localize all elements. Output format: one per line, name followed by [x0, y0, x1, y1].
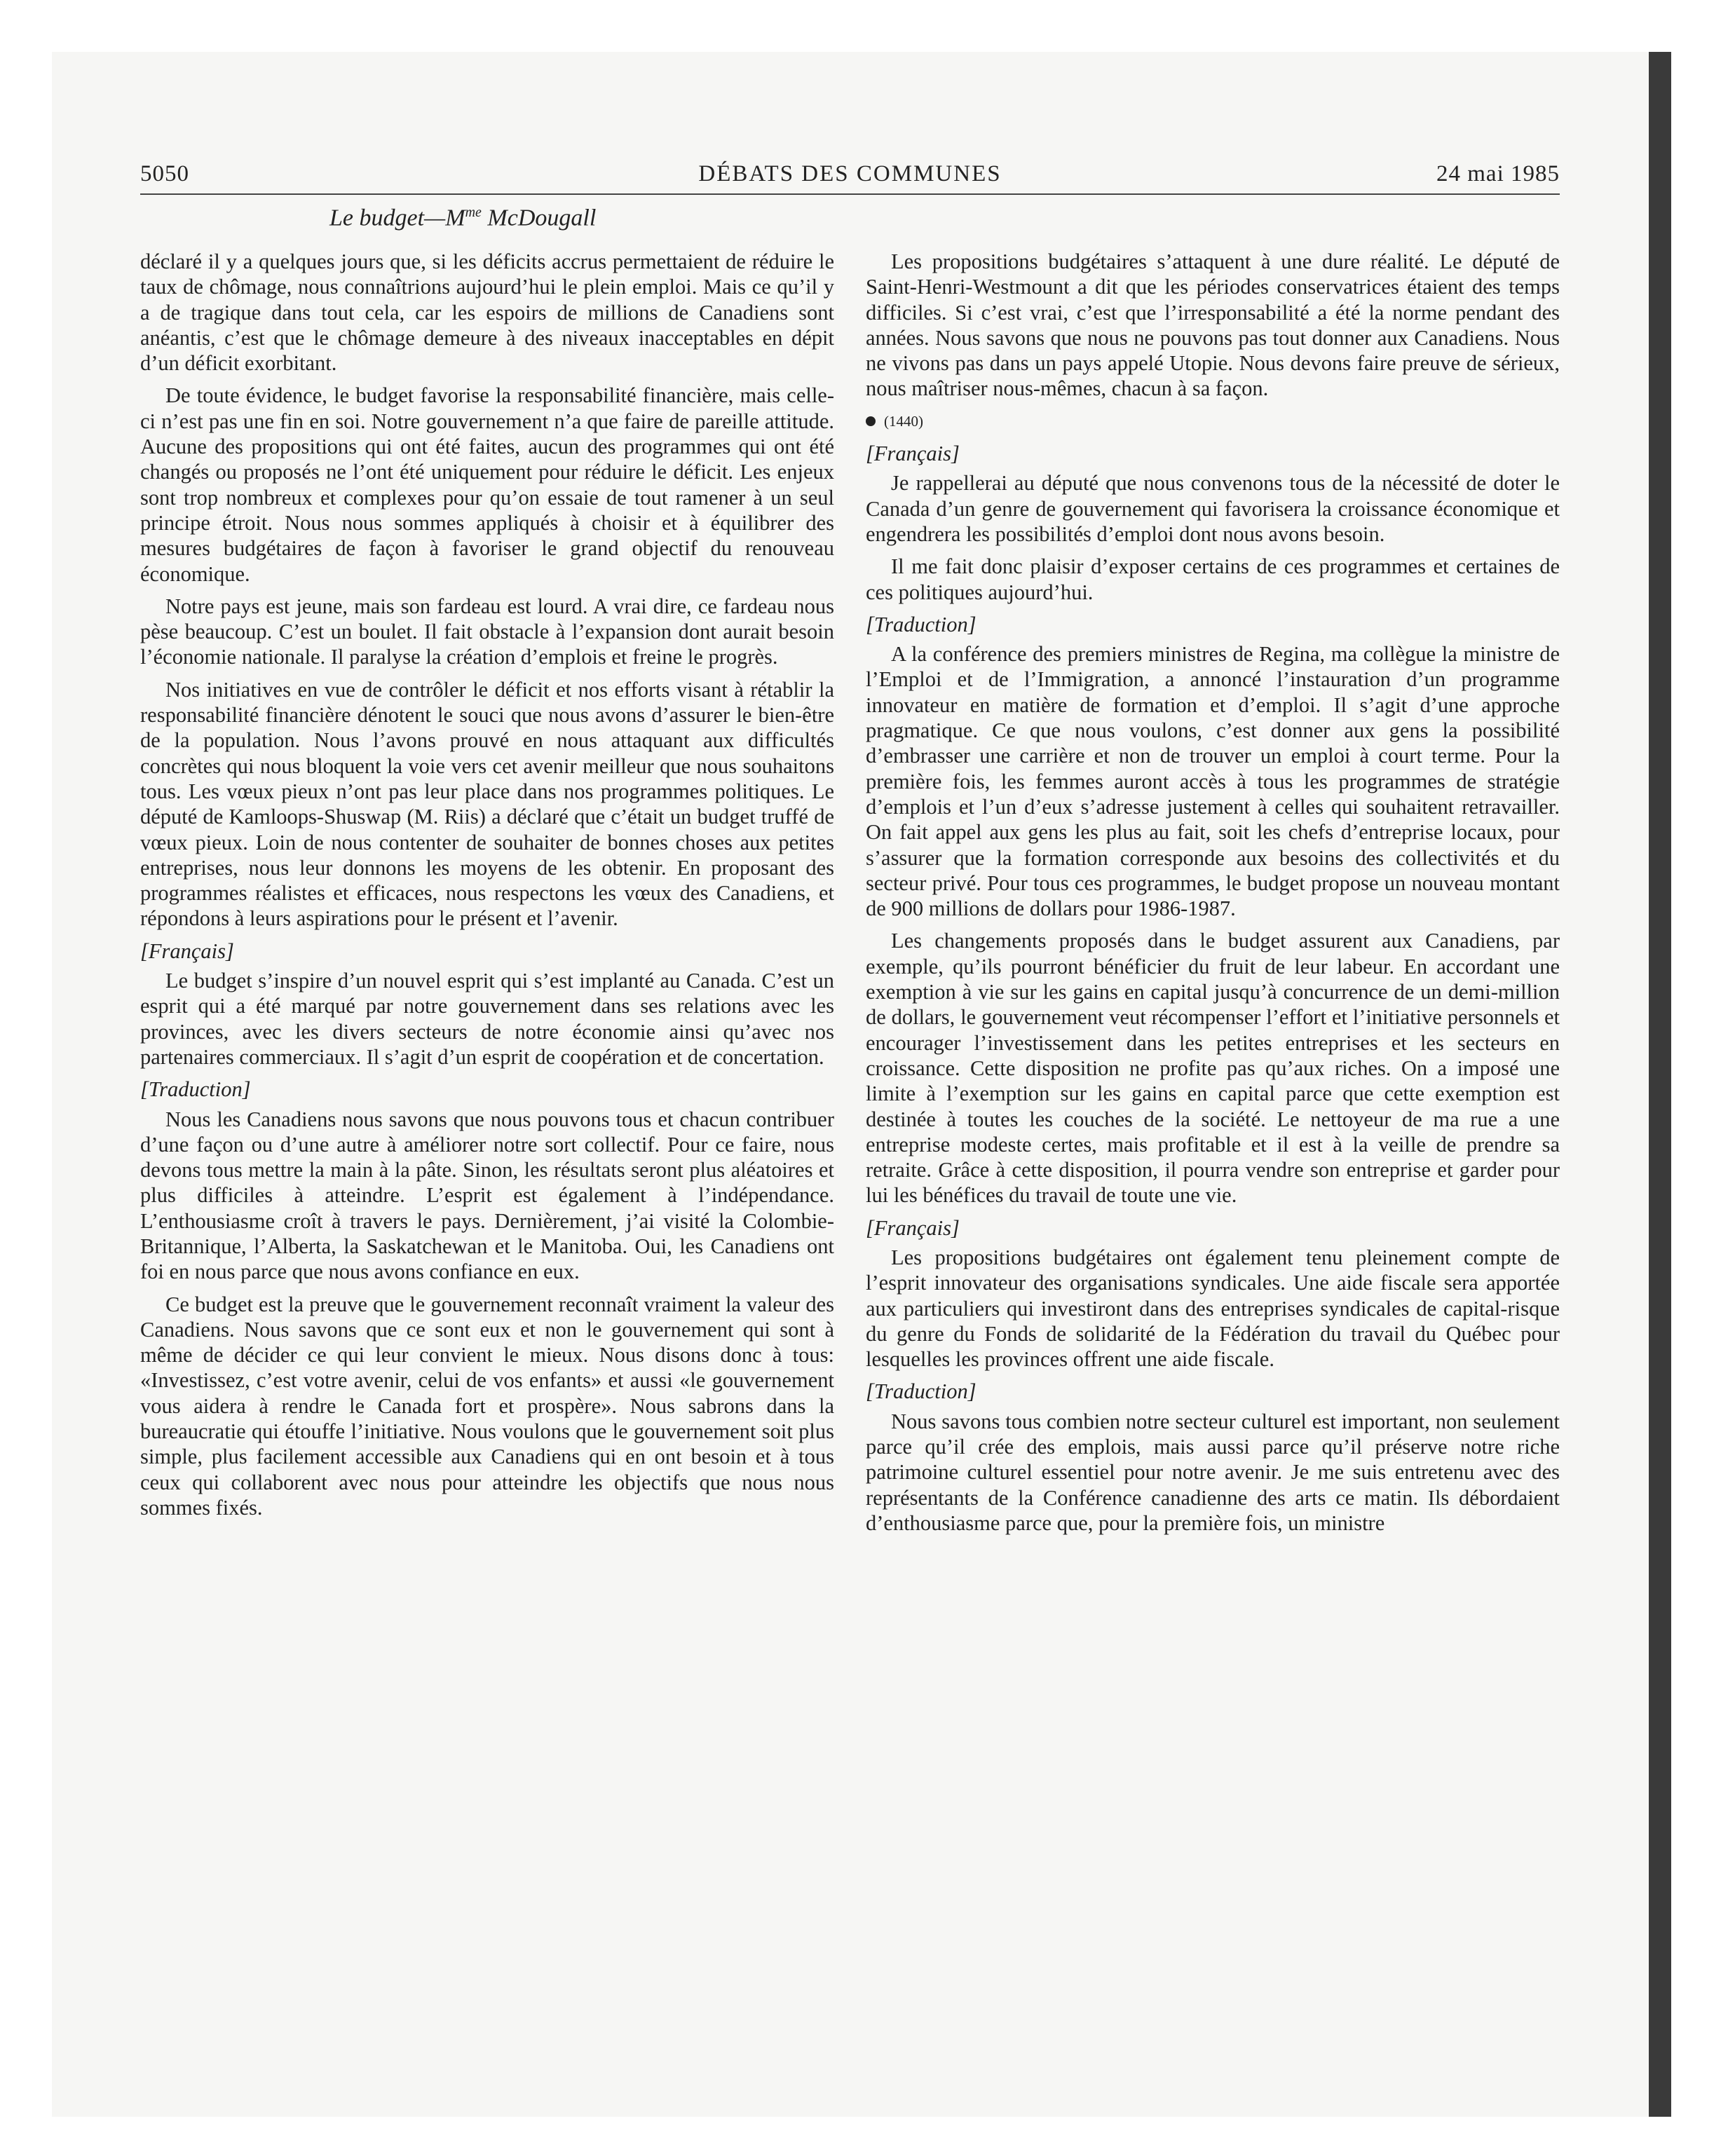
paragraph: Ce budget est la preuve que le gouvernement reconnaît vraiment la valeur des Canadiens. Nous savons que ce sont eux et non le gouvernement qui sont à même de décider ce qui leur convient le mieux. Nous disons donc à tous: «Investissez, c’est votre avenir, celui de vos enfants» et aussi «le gouvernement vous aidera à rendre le Canada fort et prospère». Nous sabrons dans la bureaucratie qui étouffe l’initiative. Nous voulons que le gouvernement soit plus simple, plus facilement accessible aux Canadiens qui en ont besoin et à tous ceux qui collaborent avec nous pour atteindre les objectifs que nous nous sommes fixés. — [140, 1292, 834, 1520]
paragraph: Notre pays est jeune, mais son fardeau est lourd. A vrai dire, ce fardeau nous pèse beaucoup. C’est un boulet. Il fait obstacle à l’expansion dont aurait besoin l’économie nationale. Il paralyse la création d’emplois et freine le progrès. — [140, 594, 834, 669]
page-number: 5050 — [140, 161, 189, 186]
language-marker: [Traduction] — [866, 612, 977, 636]
running-head — [329, 205, 596, 231]
paragraph: déclaré il y a quelques jours que, si les déficits accrus permettaient de réduire le taux de chômage, nous connaîtrions aujourd’hui le plein emploi. Mais ce qu’il y a de tragique dans tout cela, car les espoirs de millions de Canadiens sont anéantis, c’est que le chômage demeure à des niveaux inacceptables en dépit d’un déficit exorbitant. — [140, 250, 834, 376]
running-head-superscript: me — [465, 205, 482, 220]
paragraph: De toute évidence, le budget favorise la responsabilité financière, mais celle-ci n’est pas une fin en soi. Notre gouvernement n’a que faire de pareille attitude. Aucune des propositions qui ont été faites, aucun des programmes qui ont été changés ou proposés ne l’ont été uniquement pour réduire le déficit. Les enjeux sont trop nombreux et complexes pour qu’on essaie de tout ramener à un seul principe étroit. Nous nous sommes appliqués à choisir et à équilibrer des mesures budgétaires de façon à favoriser le grand objectif du renouveau économique. — [140, 383, 834, 586]
paragraph: Les propositions budgétaires ont également tenu pleinement compte de l’esprit innovateur des organisations syndicales. Une aide fiscale sera apportée aux particuliers qui investiront dans des entreprises syndicales de capital-risque du genre du Fonds de solidarité de la Fédération du travail du Québec pour lesquelles les provinces offrent une aide fiscale. — [866, 1245, 1560, 1372]
paragraph: A la conférence des premiers ministres de Regina, ma collègue la ministre de l’Emploi et de l’Immigration, a annoncé l’instauration d’un programme innovateur en matière de formation et d’emploi. Il s’agit d’une approche pragmatique. Ce que nous voulons, c’est donner aux gens la possibilité d’embrasser une carrière et non de trouver un emploi à court terme. Pour la première fois, les femmes auront accès à tous les programmes de stratégie d’emplois et l’un d’eux s’adresse justement à celles qui souhaitent retravailler. On fait appel aux gens les plus au fait, soit les chefs d’entreprise locaux, pour s’assurer que la formation corresponde aux besoins des collectivités et du secteur privé. Pour tous ces programmes, le budget propose un nouveau montant de 900 millions de dollars pour 1986-1987. — [866, 642, 1560, 921]
paragraph: Nos initiatives en vue de contrôler le déficit et nos efforts visant à rétablir la responsabilité financière dénotent le souci que nous avons d’assurer le bien-être de la population. Nous l’avons prouvé en nous attaquant aux difficultés concrètes qui nous bloquent la voie vers cet avenir meilleur que nous souhaitons tous. Les vœux pieux n’ont pas leur place dans nos programmes politiques. Le député de Kamloops-Shuswap (M. Riis) a déclaré que c’était un budget truffé de vœux pieux. Loin de nous contenter de souhaiter de bonnes choses aux petites entreprises, nous leur donnons les moyens de les obtenir. En proposant des programmes réalistes et efficaces, nous respectons les vœux des Canadiens, et répondons à leurs aspirations pour le présent et l’avenir. — [140, 677, 834, 931]
paragraph: Nous savons tous combien notre secteur culturel est important, non seulement parce qu’il crée des emplois, mais aussi parce qu’il préserve notre riche patrimoine culturel essentiel pour notre avenir. Je me suis entretenu avec des représentants de la Conférence canadienne des arts ce matin. Ils débordaient d’enthousiasme parce que, pour la première fois, un ministre — [866, 1409, 1560, 1535]
language-marker: [Traduction] — [866, 1379, 977, 1404]
time-stamp — [866, 409, 1560, 434]
language-marker: [Traduction] — [140, 1077, 251, 1102]
page-header — [140, 158, 1560, 195]
language-marker: [Français] — [140, 939, 234, 963]
language-marker: [Français] — [866, 1215, 960, 1240]
paragraph: Je rappellerai au député que nous convenons tous de la nécessité de doter le Canada d’un genre de gouvernement qui favorisera la croissance économique et engendrera les possibilités d’emploi dont nous avons besoin. — [866, 471, 1560, 546]
running-head-prefix: Le budget—M — [329, 205, 465, 231]
right-column — [866, 249, 1560, 1543]
paragraph: Les propositions budgétaires s’attaquent à une dure réalité. Le député de Saint-Henri-Westmount a dit que les périodes conservatrices étaient des temps difficiles. Si c’est vrai, c’est que l’irresponsabilité a été la norme pendant des années. Nous savons que nous ne pouvons pas tout donner aux Canadiens. Nous ne vivons pas dans un pays appelé Utopie. Nous devons faire preuve de sérieux, nous maîtriser nous-mêmes, chacun à sa façon. — [866, 250, 1560, 401]
paragraph: Les changements proposés dans le budget assurent aux Canadiens, par exemple, qu’ils pourront bénéficier du fruit de leur labeur. En accordant une exemption à vie sur les gains en capital jusqu’à concurrence de un demi-million de dollars, le gouvernement veut récompenser l’effort et l’initiative personnels et encourager l’investissement dans les petites entreprises et les secteurs en croissance. Cette disposition ne profite pas qu’aux riches. On a imposé une limite à l’exemption sur les gains en capital parce que cette exemption est destinée à toutes les couches de la société. Le nettoyeur de ma rue a une entreprise modeste certes, mais profitable et il est à la veille de prendre sa retraite. Grâce à cette disposition, il pourra vendre son entreprise et garder pour lui les bénéfices du travail de toute une vie. — [866, 929, 1560, 1208]
publication-date: 24 mai 1985 — [1436, 161, 1560, 186]
publication-title: DÉBATS DES COMMUNES — [698, 161, 1002, 186]
paragraph: Le budget s’inspire d’un nouvel esprit qui s’est implanté au Canada. C’est un esprit qui a été marqué par notre gouvernement dans ses relations avec les provinces, avec les divers secteurs de notre économie ainsi qu’avec nos partenaires commerciaux. Il s’agit d’un esprit de coopération et de concertation. — [140, 969, 834, 1069]
time-stamp-label: (1440) — [884, 412, 923, 430]
page-binding-edge — [1649, 52, 1671, 2117]
running-head-suffix: McDougall — [481, 205, 597, 231]
paragraph: Nous les Canadiens nous savons que nous pouvons tous et chacun contribuer d’une façon ou d’une autre à améliorer notre sort collectif. Pour ce faire, nous devons tous mettre la main à la pâte. Sinon, les résultats seront plus aléatoires et plus difficiles à atteindre. L’esprit est également à l’indépendance. L’enthousiasme croît à travers le pays. Dernièrement, j’ai visité la Colombie-Britannique, l’Alberta, la Saskatchewan et le Manitoba. Oui, les Canadiens ont foi en nous parce que nous avons confiance en eux. — [140, 1107, 834, 1284]
left-column — [140, 249, 834, 1527]
language-marker: [Français] — [866, 442, 960, 466]
paragraph: Il me fait donc plaisir d’exposer certains de ces programmes et certaines de ces politiques aujourd’hui. — [866, 554, 1560, 604]
bullet-icon — [866, 416, 876, 426]
